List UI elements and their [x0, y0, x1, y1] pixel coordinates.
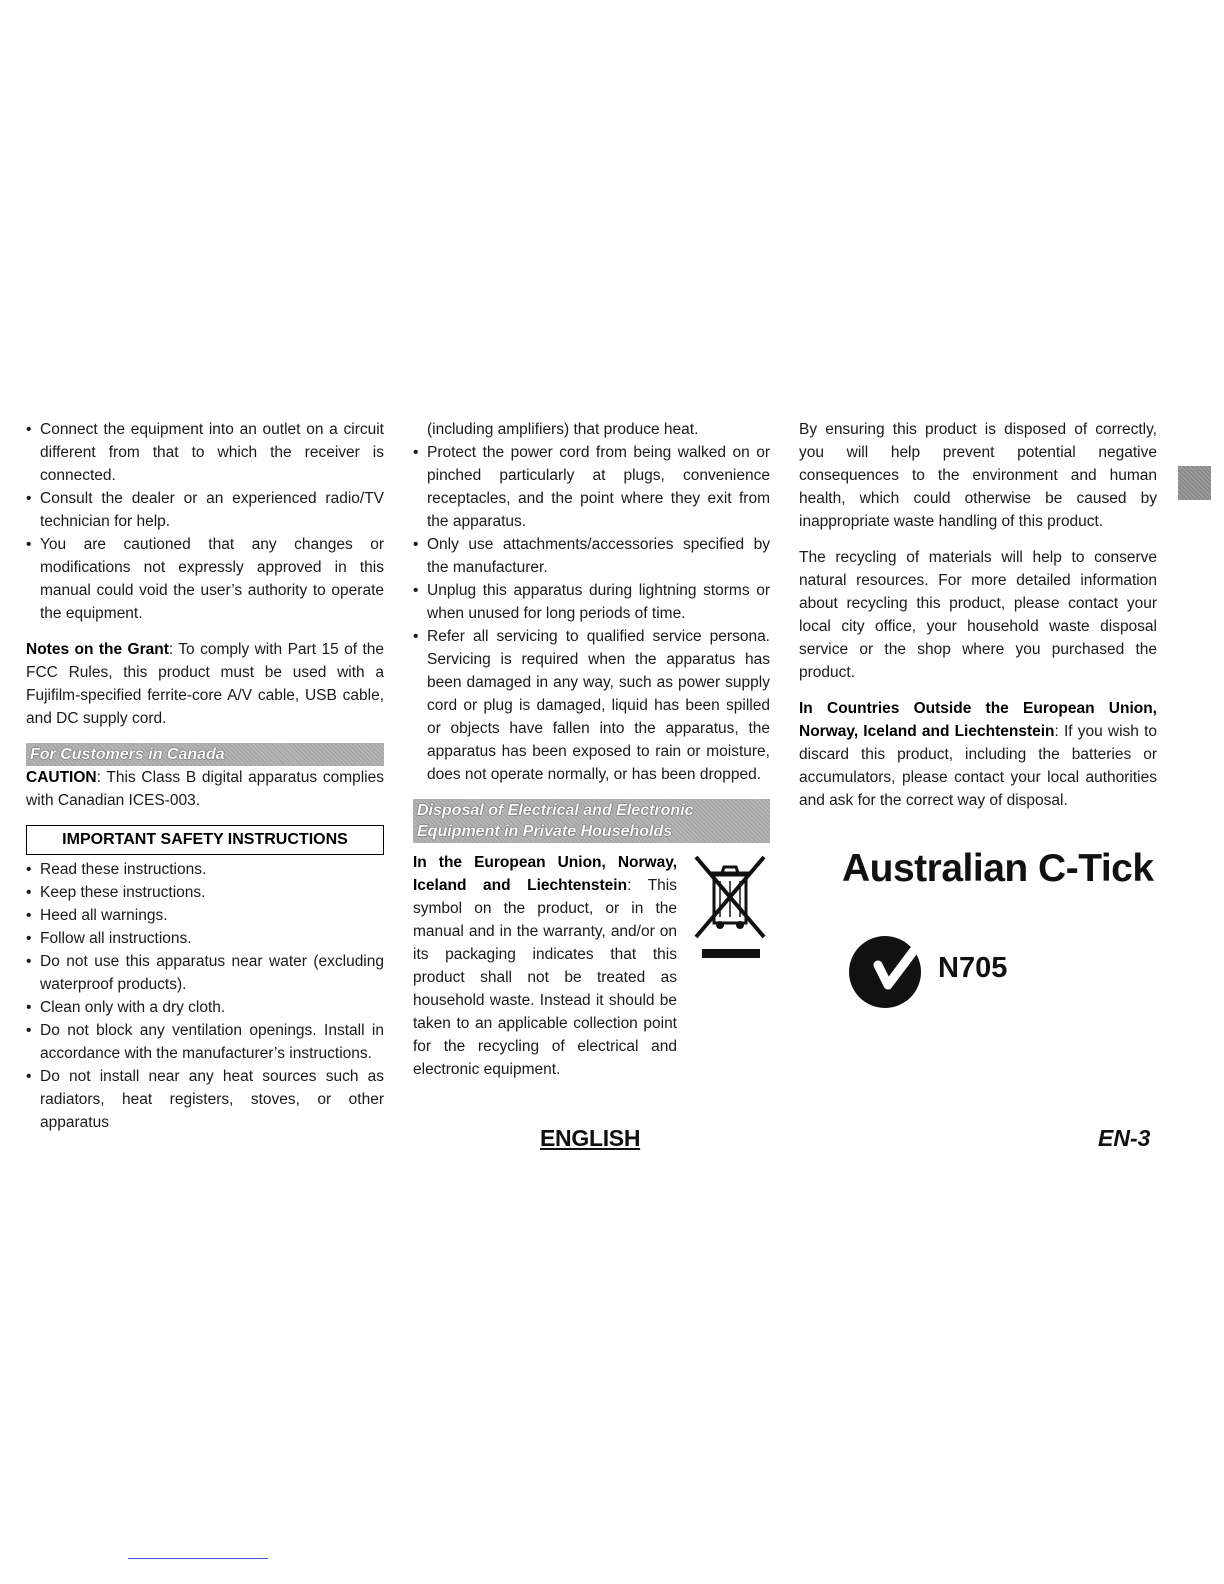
ctick-title: Australian C-Tick [842, 847, 1154, 890]
list-item: • Only use attachments/accessories specified by the manufacturer. [413, 533, 770, 579]
list-item: • Follow all instructions. [26, 927, 384, 950]
grant-note [26, 638, 384, 730]
list-item: • Heed all warnings. [26, 904, 384, 927]
list-item: • Read these instructions. [26, 858, 384, 881]
canada-section-banner [26, 743, 384, 766]
safety-instructions-list-continued [413, 441, 770, 786]
disposal-section-title: Disposal of Electrical and Electronic Equipment in Private Households [417, 802, 694, 840]
list-item: • Do not install near any heat sources such as radiators, heat registers, stoves, or other apparatus [26, 1065, 384, 1134]
ctick-code: N705 [938, 952, 1008, 984]
list-item: • Consult the dealer or an experienced radio/TV technician for help. [26, 487, 384, 533]
disposal-paragraph-1: By ensuring this product is disposed of correctly, you will help prevent potential negative consequences to the environment and human health, which could otherwise be caused by inappropriate waste handling of this product. [799, 421, 1157, 530]
outside-eu-text: : If you wish to discard this product, including the batteries or accumulators, please contact your local authorities and ask for the correct way of disposal. [799, 723, 1157, 809]
section-thumb-tab [1178, 466, 1211, 500]
canada-caution [26, 766, 384, 812]
caution-lead: CAUTION [26, 769, 97, 786]
grant-note-text: : To comply with Part 15 of the FCC Rules, this product must be used with a Fujifilm-specified ferrite-core A/V cable, USB cable, and DC supply cord. [26, 641, 385, 727]
safety-instructions-heading: IMPORTANT SAFETY INSTRUCTIONS [26, 825, 384, 855]
continued-text: (including amplifiers) that produce heat. [427, 421, 699, 438]
list-item: • Connect the equipment into an outlet on a circuit different from that to which the receiver is connected. [26, 418, 384, 487]
eu-disposal-text [413, 851, 677, 1081]
column-middle [413, 418, 770, 1081]
column-right [799, 418, 1157, 812]
footer-language: ENGLISH [540, 1125, 641, 1151]
list-item: • Protect the power cord from being walked on or pinched particularly at plugs, convenience receptacles, and the point where they exit from the apparatus. [413, 441, 770, 533]
list-item: • Do not block any ventilation openings. Install in accordance with the manufacturer’s instructions. [26, 1019, 384, 1065]
eu-disposal-body: : This symbol on the product, or in the manual and in the warranty, and/or on its packaging indicates that this product shall not be treated as household waste. Instead it should be taken to an applicable collection point for the recycling of electrical and electronic equipment. [413, 877, 677, 1078]
caution-text: : This Class B digital apparatus complies with Canadian ICES-003. [26, 769, 384, 809]
list-item: • Do not use this apparatus near water (excluding waterproof products). [26, 950, 384, 996]
list-item: • You are cautioned that any changes or modifications not expressly approved in this manual could void the user’s authority to operate the equipment. [26, 533, 384, 625]
outside-eu-lead: In Countries Outside the European Union, Norway, Iceland and Liechtenstein [799, 700, 1157, 740]
safety-instructions-list [26, 858, 384, 1134]
bottom-rule [128, 1558, 268, 1559]
c-tick-icon [848, 935, 928, 1009]
outside-eu-disposal [799, 697, 1157, 812]
disposal-section-banner [413, 799, 770, 843]
weee-notice [413, 851, 770, 1081]
list-item: • Unplug this apparatus during lightning storms or when unused for long periods of time. [413, 579, 770, 625]
disposal-paragraph-2: The recycling of materials will help to conserve natural resources. For more detailed information about recycling this product, please contact your local city office, your household waste disposal service or the shop where you purchased the product. [799, 549, 1157, 681]
crossed-bin-icon [692, 853, 768, 963]
fcc-bullet-list [26, 418, 384, 625]
page-number: EN-3 [1098, 1125, 1151, 1151]
list-item: • Keep these instructions. [26, 881, 384, 904]
canada-section-title: For Customers in Canada [30, 746, 225, 763]
list-item: • Refer all servicing to qualified service persona. Servicing is required when the apparatus has been damaged in any way, such as power supply cord or plug is damaged, liquid has been spilled or objects have fallen into the apparatus, the apparatus has been exposed to rain or moisture, does not operate normally, or has been dropped. [413, 625, 770, 786]
list-item: • Clean only with a dry cloth. [26, 996, 384, 1019]
eu-disposal-lead: In the European Union, Norway, Iceland and Liechtenstein [413, 854, 677, 894]
grant-note-lead: Notes on the Grant [26, 641, 169, 658]
column-left [26, 418, 384, 1134]
